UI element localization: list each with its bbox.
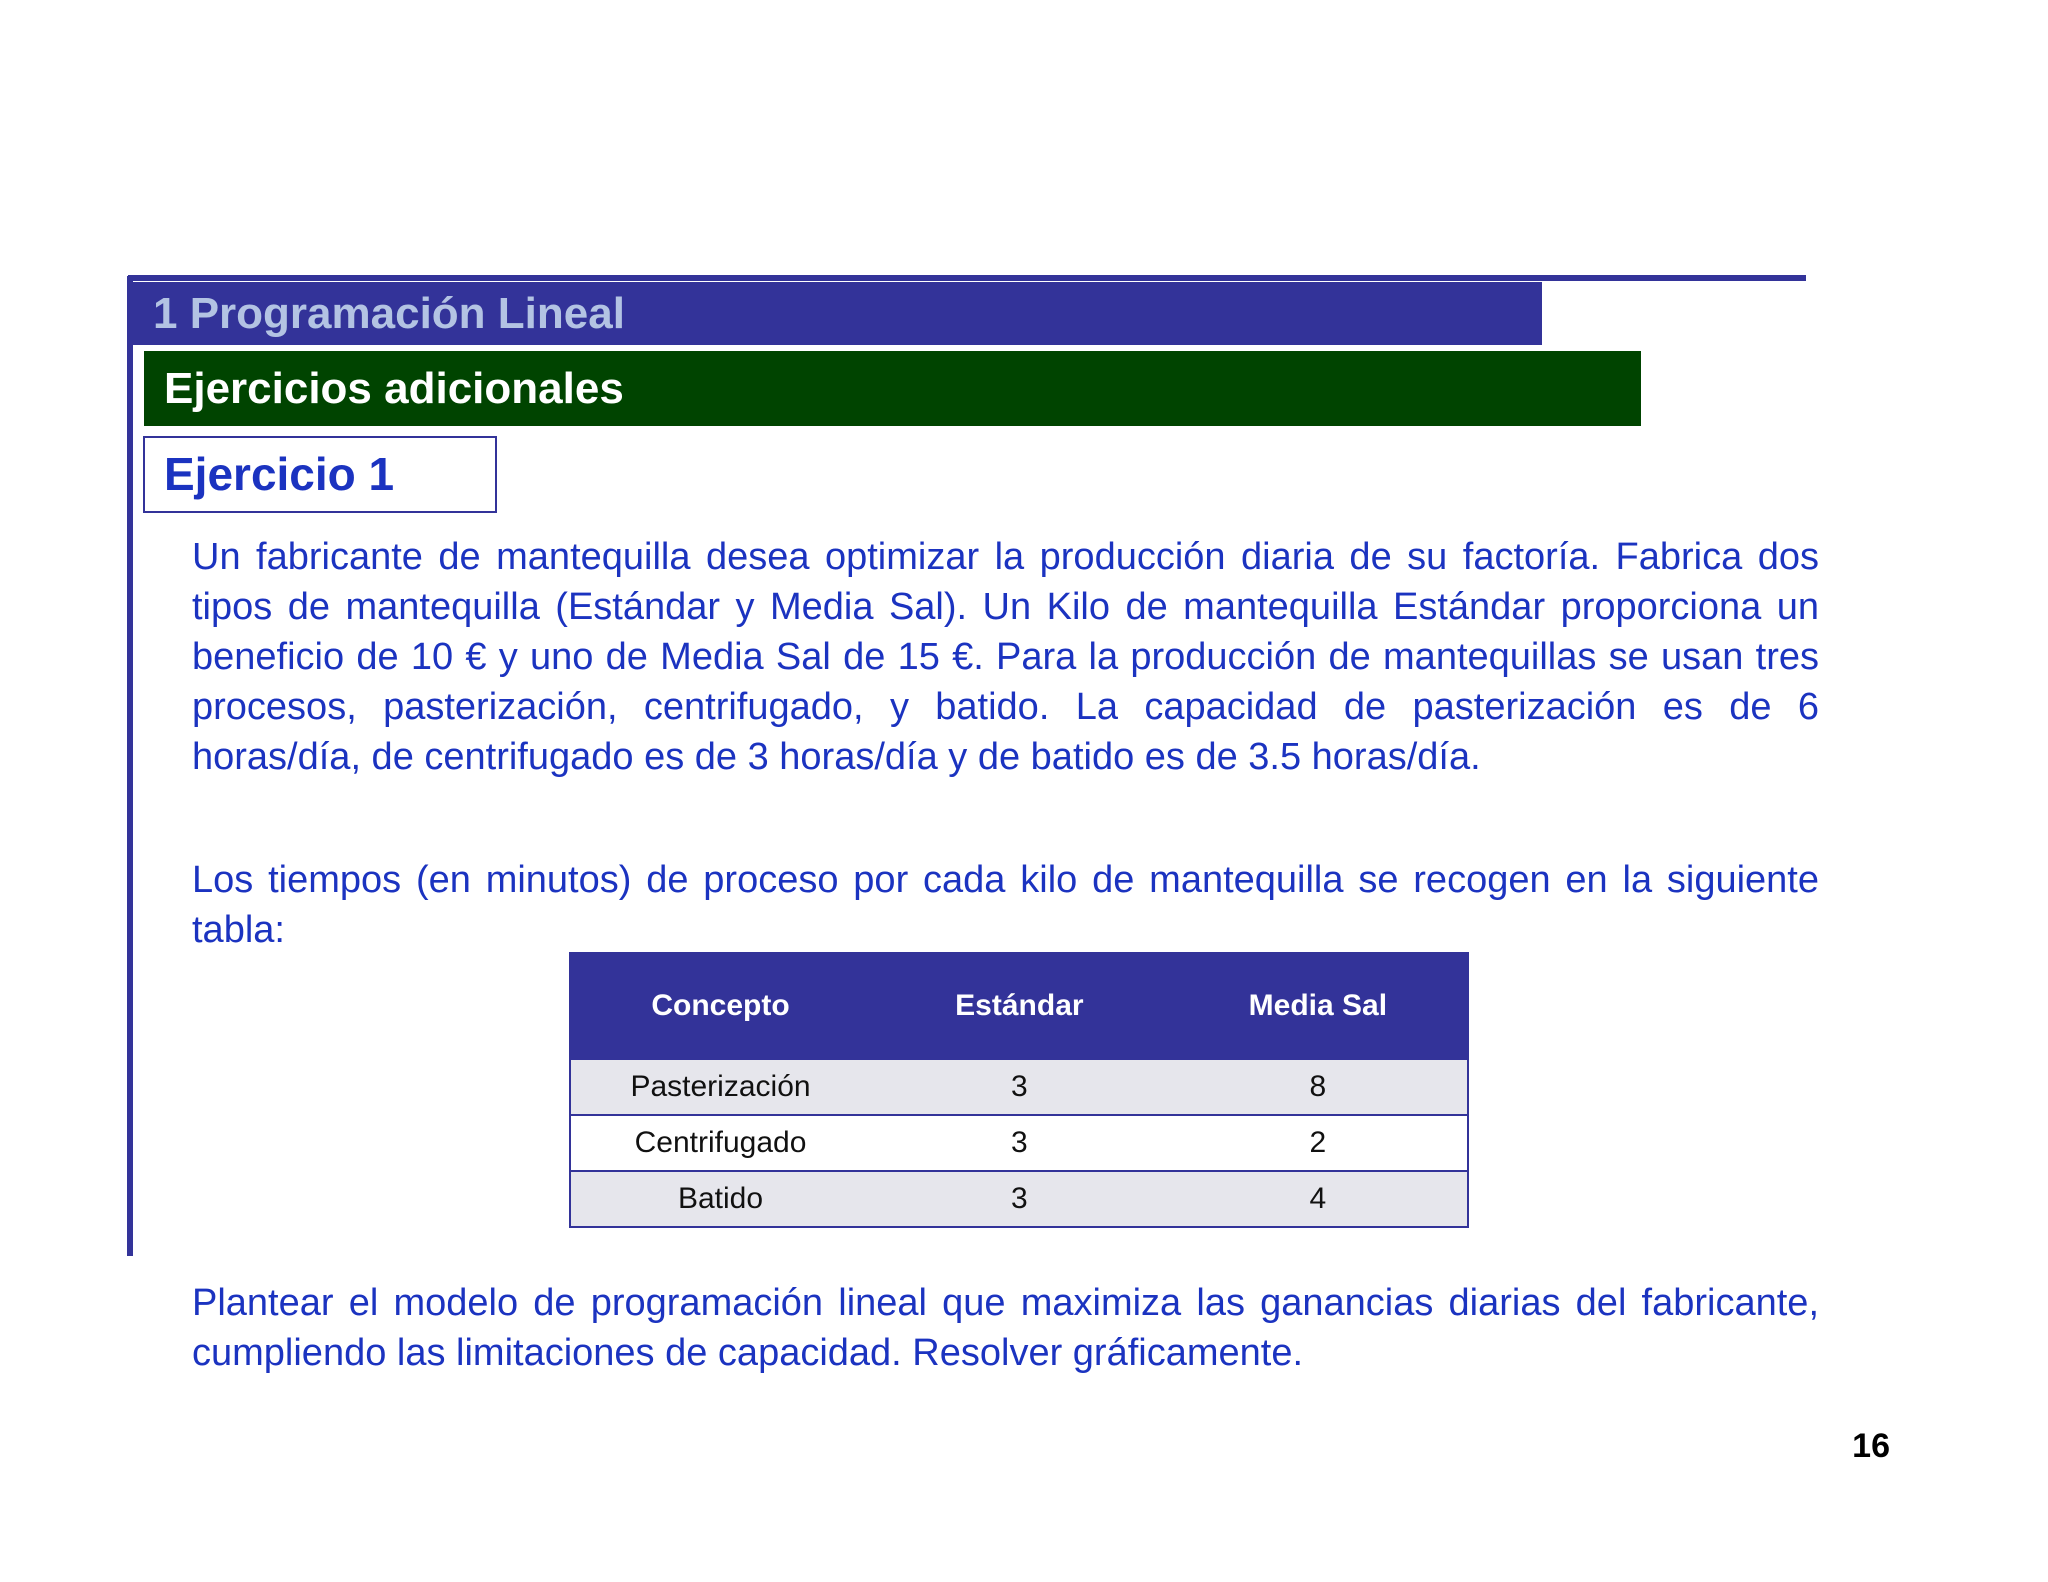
subsection-title: Ejercicios adicionales bbox=[144, 351, 1641, 426]
task-paragraph: Plantear el modelo de programación lineal que maximiza las ganancias diarias del fabricante, cumpliendo las limitaciones de capacidad. Resolver gráficamente. bbox=[192, 1282, 1819, 1374]
table-cell: 2 bbox=[1169, 1115, 1468, 1171]
problem-statement-paragraph: Un fabricante de mantequilla desea optimizar la producción diaria de su factoría. Fabrica dos tipos de mantequilla (Estándar y Media Sal). Un Kilo de mantequilla Estándar proporciona un beneficio de 10 € y uno de Media Sal de 15 €. Para la producción de mantequillas se usan tres procesos, pasterización, centrifugado, y batido. La capacidad de pasterización es de 6 horas/día, de centrifugado es de 3 horas/día y de batido es de 3.5 horas/día. bbox=[192, 536, 1819, 778]
table-cell: Pasterización bbox=[570, 1059, 870, 1115]
process-times-table bbox=[569, 952, 1469, 1228]
column-header-concepto: Concepto bbox=[570, 953, 870, 1059]
column-header-estandar: Estándar bbox=[870, 953, 1169, 1059]
table-row bbox=[570, 1115, 1468, 1171]
table-cell: 3 bbox=[870, 1059, 1169, 1115]
table-header-row bbox=[570, 953, 1468, 1059]
top-rule bbox=[128, 275, 1806, 281]
table-row bbox=[570, 1171, 1468, 1227]
section-title: 1 Programación Lineal bbox=[128, 282, 1542, 345]
exercise-label: Ejercicio 1 bbox=[143, 436, 497, 513]
table-cell: 4 bbox=[1169, 1171, 1468, 1227]
table-cell: 3 bbox=[870, 1115, 1169, 1171]
left-rule bbox=[127, 276, 133, 1256]
column-header-media-sal: Media Sal bbox=[1169, 953, 1468, 1059]
page-number: 16 bbox=[1852, 1427, 1890, 1465]
table-cell: Batido bbox=[570, 1171, 870, 1227]
table-row bbox=[570, 1059, 1468, 1115]
table-cell: Centrifugado bbox=[570, 1115, 870, 1171]
table-cell: 3 bbox=[870, 1171, 1169, 1227]
table-cell: 8 bbox=[1169, 1059, 1468, 1115]
table-intro-paragraph: Los tiempos (en minutos) de proceso por cada kilo de mantequilla se recogen en la siguiente tabla: bbox=[192, 859, 1819, 951]
